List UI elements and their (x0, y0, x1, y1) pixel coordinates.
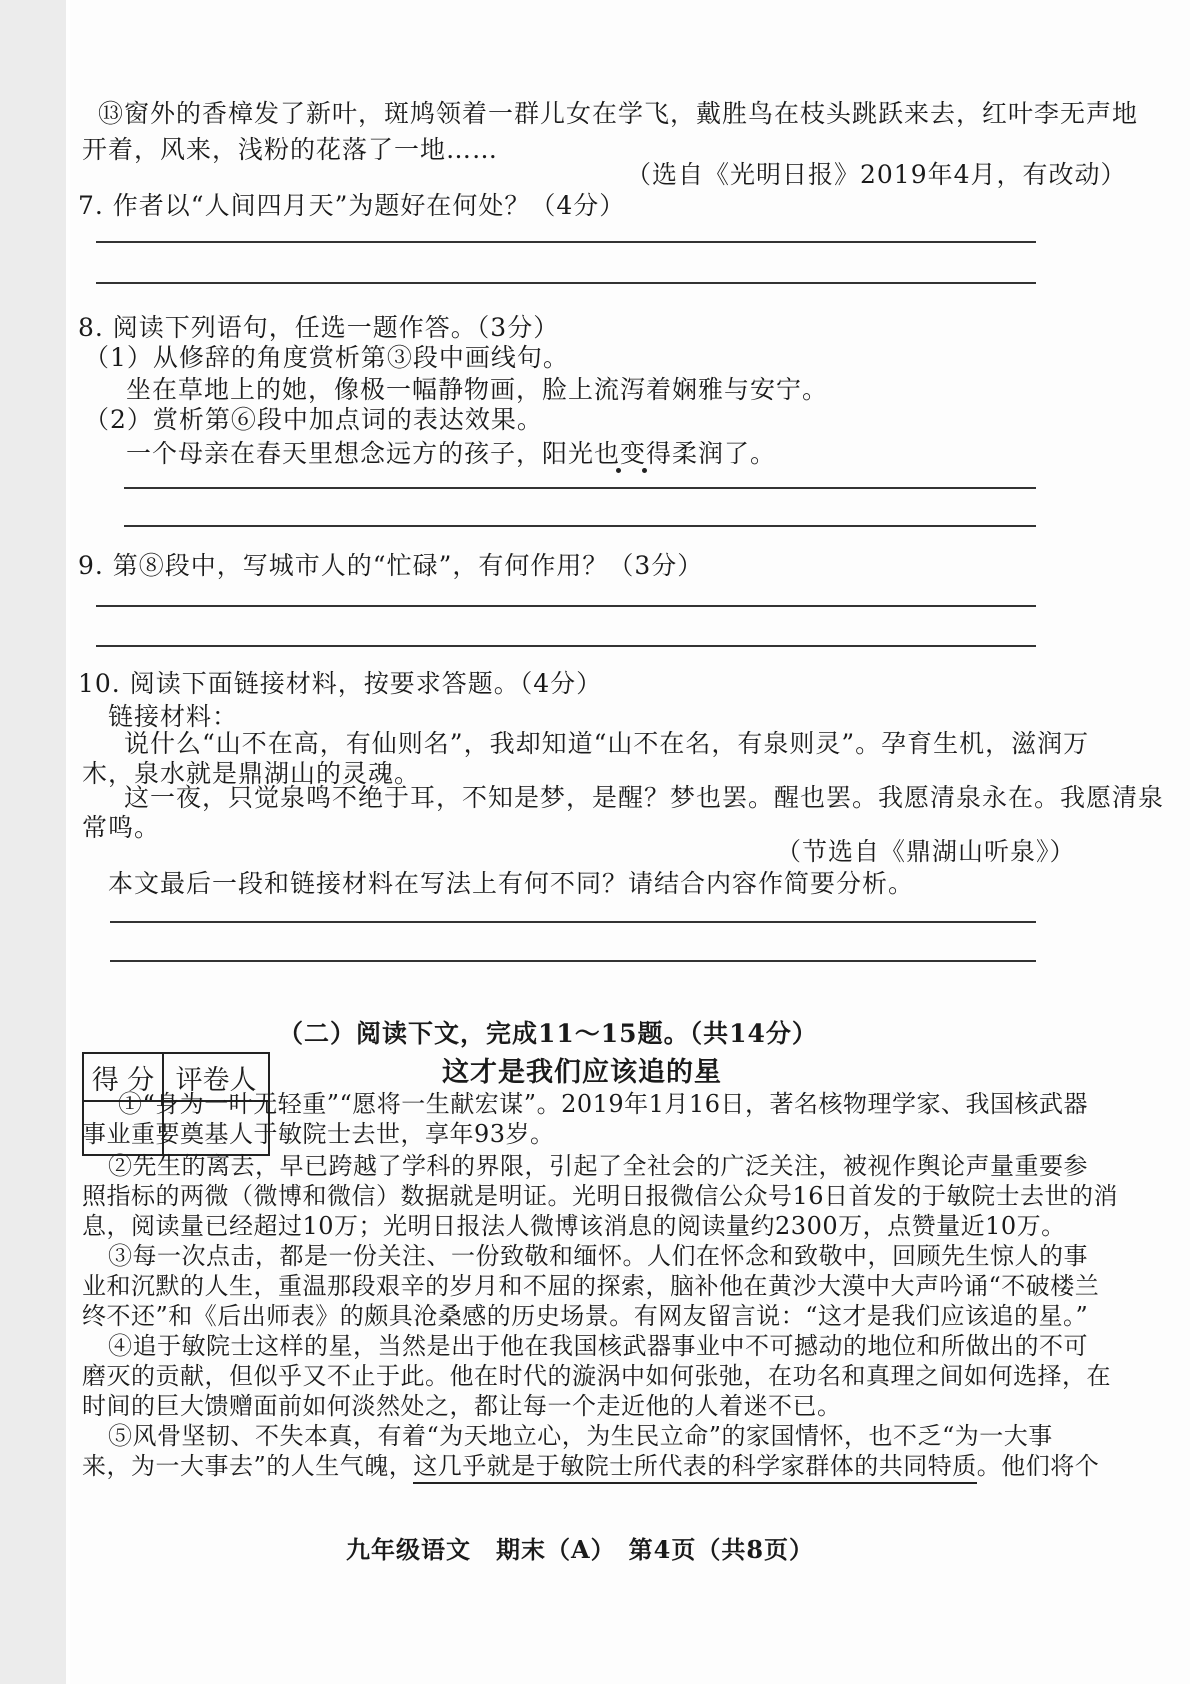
question-8-option-1: （1）从修辞的角度赏析第③段中画线句。 (84, 343, 569, 372)
underlined-sentence: 这几乎就是于敏院士所代表的科学家群体的共同特质 (413, 1452, 977, 1484)
question-7: 7. 作者以“人间四月天”为题好在何处？（4分） (78, 191, 626, 220)
para13-source: （选自《光明日报》2019年4月，有改动） (626, 160, 1127, 189)
section-heading: （二）阅读下文，完成11～15题。（共14分） (278, 1019, 818, 1048)
link-material-source: （节选自《鼎湖山听泉》） (776, 837, 1076, 866)
dotted-word: 柔润 (672, 439, 725, 468)
article-p1-line: 事业重要奠基人于敏院士去世，享年93岁。 (82, 1120, 555, 1148)
answer-line (96, 282, 1036, 284)
link-material-label: 链接材料： (108, 702, 239, 731)
question-8: 8. 阅读下列语句，任选一题作答。（3分） (78, 313, 560, 342)
link-material-line: 木，泉水就是鼎湖山的灵魂。 (82, 759, 421, 788)
article-p1-line: ①“身为一叶无轻重”“愿将一生献宏谋”。2019年1月16日，著名核物理学家、我国核武器 (118, 1090, 1088, 1118)
answer-line (96, 241, 1036, 243)
answer-line (124, 525, 1036, 527)
answer-line (110, 921, 1036, 923)
link-material-line: 常鸣。 (82, 813, 161, 842)
grader-header: 评卷人 (163, 1053, 269, 1101)
question-8-quote-2: 一个母亲在春天里想念远方的孩子，阳光也变得柔润了。 (126, 439, 777, 468)
article-p3-line: 业和沉默的人生，重温那段艰辛的岁月和不屈的探索，脑补他在黄沙大漠中大声吟诵“不破楼兰 (82, 1272, 1100, 1300)
para13-line2: 开着，风来，浅粉的花落了一地…… (82, 135, 499, 164)
article-p4-line: ④追于敏院士这样的星，当然是出于他在我国核武器事业中不可撼动的地位和所做出的不可 (108, 1332, 1088, 1360)
article-p4-line: 磨灭的贡献，但似乎又不止于此。他在时代的漩涡中如何张弛，在功名和真理之间如何选择，在 (82, 1362, 1111, 1390)
answer-line (96, 605, 1036, 607)
answer-line (96, 645, 1036, 647)
scan-margin (0, 0, 66, 1684)
article-p4-line: 时间的巨大馈赠面前如何淡然处之，都让每一个走近他的人着迷不已。 (82, 1392, 842, 1420)
question-9: 9. 第⑧段中，写城市人的“忙碌”，有何作用？（3分） (78, 551, 704, 580)
article-p3-line: ③每一次点击，都是一份关注、一份致敬和缅怀。人们在怀念和致敬中，回顾先生惊人的事 (108, 1242, 1088, 1270)
emphasis-dot (616, 468, 621, 473)
link-material-line: 说什么“山不在高，有仙则名”，我却知道“山不在名，有泉则灵”。孕育生机，滋润万 (124, 729, 1090, 758)
article-p3-line: 终不还”和《后出师表》的颇具沧桑感的历史场景。有网友留言说：“这才是我们应该追的星。” (82, 1302, 1089, 1330)
question-8-quote-1: 坐在草地上的她，像极一幅静物画，脸上流泻着娴雅与安宁。 (126, 375, 829, 404)
question-8-option-2: （2）赏析第⑥段中加点词的表达效果。 (84, 405, 543, 434)
question-10-prompt: 本文最后一段和链接材料在写法上有何不同？请结合内容作简要分析。 (108, 869, 915, 898)
question-10: 10. 阅读下面链接材料，按要求答题。（4分） (78, 669, 603, 698)
article-p5-line: ⑤风骨坚韧、不失本真，有着“为天地立心，为生民立命”的家国情怀，也不乏“为一大事 (108, 1422, 1053, 1450)
article-p2-line: 照指标的两微（微博和微信）数据就是明证。光明日报微信公众号16日首发的于敏院士去世的消 (82, 1182, 1119, 1210)
article-p2-line: 息，阅读量已经超过10万；光明日报法人微博该消息的阅读量约2300万，点赞量近10万。 (82, 1212, 1066, 1240)
link-material-line: 这一夜，只觉泉鸣不绝于耳，不知是梦，是醒？梦也罢。醒也罢。我愿清泉永在。我愿清泉 (124, 783, 1165, 812)
answer-line (110, 960, 1036, 962)
para13-line1: ⑬窗外的香樟发了新叶，斑鸠领着一群儿女在学飞，戴胜鸟在枝头跳跃来去，红叶李无声地 (98, 99, 1139, 128)
article-p5-line: 来，为一大事去”的人生气魄，这几乎就是于敏院士所代表的科学家群体的共同特质。他们将个 (82, 1446, 1099, 1481)
answer-line (124, 487, 1036, 489)
article-p2-line: ②先生的离去，早已跨越了学科的界限，引起了全社会的广泛关注，被视作舆论声量重要参 (108, 1152, 1088, 1180)
page-footer: 九年级语文 期末（A） 第4页（共8页） (346, 1535, 815, 1564)
score-header: 得 分 (83, 1053, 163, 1101)
article-title: 这才是我们应该追的星 (442, 1057, 722, 1088)
emphasis-dot (642, 468, 647, 473)
